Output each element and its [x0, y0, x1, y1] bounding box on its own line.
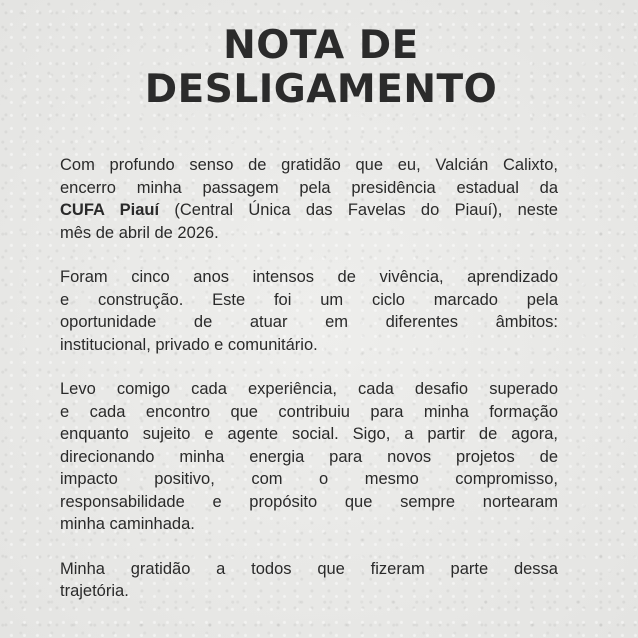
- paragraph-3-line-1: Levo comigo cada experiência, cada desafio superado: [60, 380, 558, 398]
- paragraph-3-line-4: direcionando minha energia para novos projetos de: [60, 447, 558, 466]
- paragraph-1-line-3: [60, 199, 558, 222]
- paragraph-1-line-2: encerro minha passagem pela presidência estadual da: [60, 178, 558, 197]
- paragraph-3-line-2: e cada encontro que contribuiu para minha formação: [60, 402, 558, 421]
- organization-name: CUFA Piauí: [60, 201, 160, 219]
- paragraph-3-line-6: responsabilidade e propósito que sempre nortearam: [60, 492, 558, 511]
- title-line-2: DESLIGAMENTO: [144, 67, 498, 112]
- page-title: [0, 24, 638, 112]
- paragraph-3-line-5: impacto positivo, com o mesmo compromisso,: [60, 470, 558, 488]
- paragraph-4-line-2: trajetória.: [60, 582, 129, 600]
- paragraph-2-line-3: oportunidade de atuar em diferentes âmbitos:: [60, 313, 558, 331]
- paragraph-2-line-1: Foram cinco anos intensos de vivência, aprendizado: [60, 268, 558, 286]
- paragraph-2-line-4: institucional, privado e comunitário.: [60, 335, 318, 354]
- title-line-1: NOTA DE: [223, 23, 419, 68]
- paragraph-2: [60, 266, 558, 356]
- paragraph-4-line-1: Minha gratidão a todos que fizeram parte dessa: [60, 559, 558, 578]
- paragraph-1-line-4: mês de abril de 2026.: [60, 223, 219, 242]
- paragraph-3: [60, 378, 558, 536]
- paragraph-3-line-7: minha caminhada.: [60, 515, 195, 533]
- statement-body: [60, 154, 558, 625]
- paragraph-1: [60, 154, 558, 244]
- paragraph-2-line-2: e construção. Este foi um ciclo marcado pela: [60, 290, 558, 309]
- paragraph-1-line-1: Com profundo senso de gratidão que eu, Valcián Calixto,: [60, 156, 558, 174]
- paragraph-4: [60, 558, 558, 603]
- paragraph-3-line-3: enquanto sujeito e agente social. Sigo, a partir de agora,: [60, 425, 558, 443]
- organization-fullname: (Central Única das Favelas do Piauí), neste: [159, 201, 558, 219]
